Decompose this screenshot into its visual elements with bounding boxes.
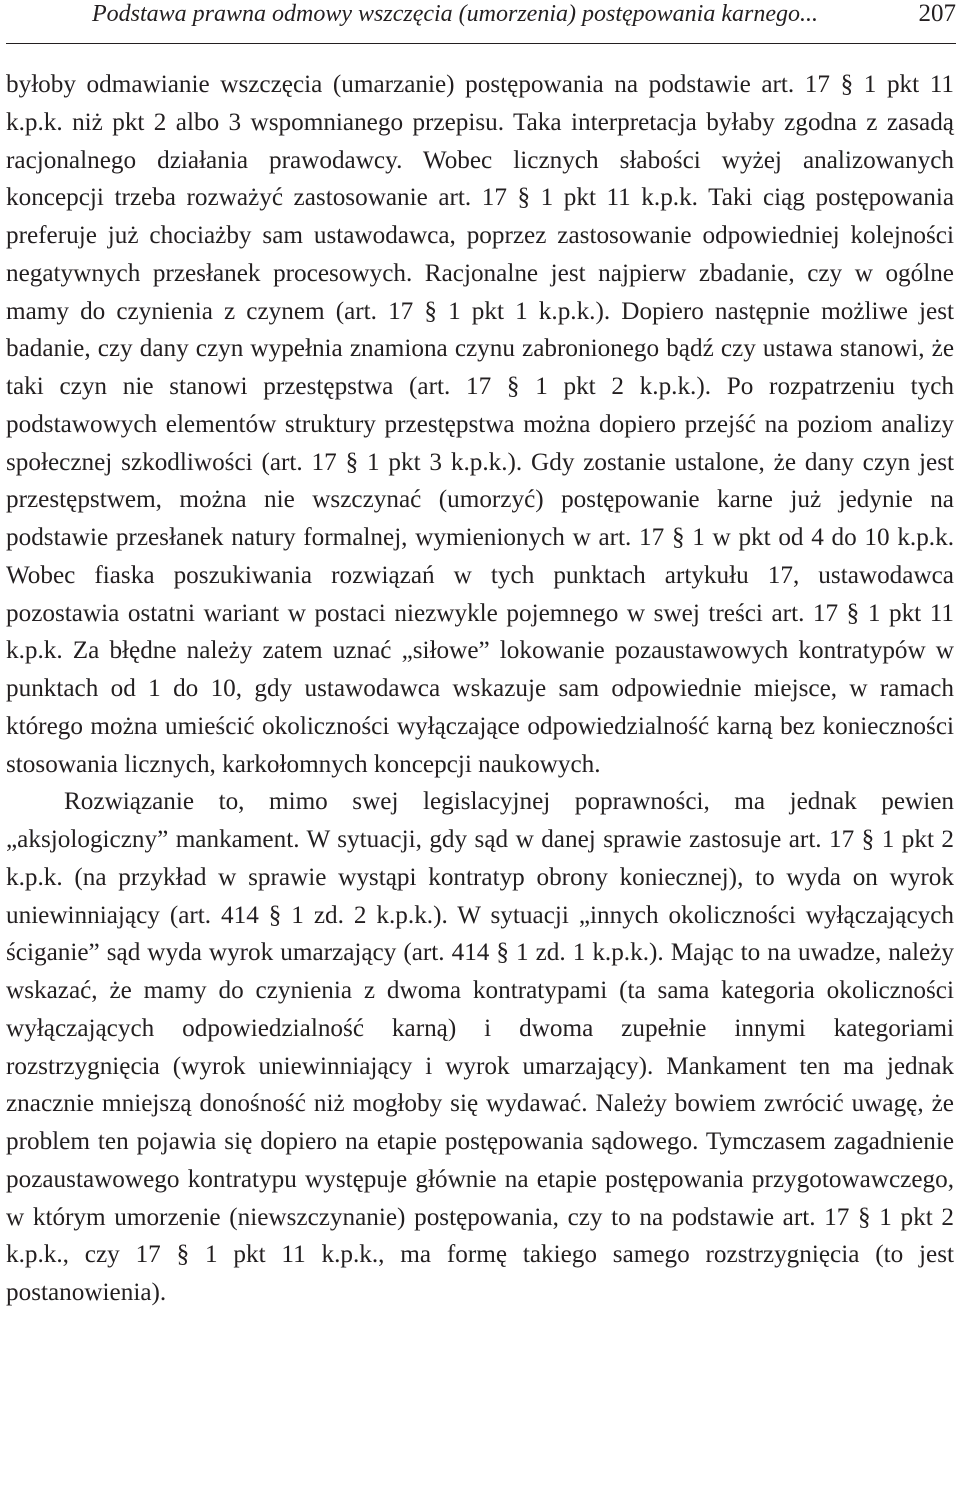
header-rule <box>6 43 956 44</box>
page-number: 207 <box>918 0 956 27</box>
running-header-title: Podstawa prawna odmowy wszczęcia (umorzenia) postępowania karnego... <box>92 1 818 27</box>
running-header <box>0 0 960 44</box>
paragraph-2: Rozwiązanie to, mimo swej legislacyjnej poprawności, ma jednak pewien „aksjologiczny” mankament. W sytuacji, gdy sąd w danej sprawie zastosuje art. 17 § 1 pkt 2 k.p.k. (na przykład w sprawie wystąpi kontratyp obrony koniecznej), to wyda on wyrok uniewinniający (art. 414 § 1 zd. 2 k.p.k.). W sytuacji „innych okoliczności wyłączających ściganie” sąd wyda wyrok umarzający (art. 414 § 1 zd. 1 k.p.k.). Mając to na uwadze, należy wskazać, że mamy do czynienia z dwoma kontratypami (ta sama kategoria okoliczności wyłączających odpowiedzialność karną) i dwoma zupełnie innymi kategoriami rozstrzygnięcia (wyrok uniewinniający i wyrok umarzający). Mankament ten ma jednak znacznie mniejszą donośność niż mogłoby się wydawać. Należy bowiem zwrócić uwagę, że problem ten pojawia się dopiero na etapie postępowania sądowego. Tymczasem zagadnienie pozaustawowego kontratypu występuje głównie na etapie postępowania przygotowawczego, w którym umorzenie (niewszczynanie) postępowania, czy to na podstawie art. 17 § 1 pkt 2 k.p.k., czy 17 § 1 pkt 11 k.p.k., ma formę takiego samego rozstrzygnięcia (to jest postanowienia). <box>6 788 954 1306</box>
body-text <box>6 66 954 1312</box>
paragraph-1: byłoby odmawianie wszczęcia (umarzanie) postępowania na podstawie art. 17 § 1 pkt 11 k.p.k. niż pkt 2 albo 3 wspomnianego przepisu. Taka interpretacja byłaby zgodna z zasadą racjonalnego działania prawodawcy. Wobec licznych słabości wyżej analizowanych koncepcji trzeba rozważyć zastosowanie art. 17 § 1 pkt 11 k.p.k. Taki ciąg postępowania preferuje już chociażby sam ustawodawca, poprzez zastosowanie odpowiedniej kolejności negatywnych przesłanek procesowych. Racjonalne jest najpierw zbadanie, czy w ogólne mamy do czynienia z czynem (art. 17 § 1 pkt 1 k.p.k.). Dopiero następnie możliwe jest badanie, czy dany czyn wypełnia znamiona czynu zabronionego bądź czy ustawa stanowi, że taki czyn nie stanowi przestępstwa (art. 17 § 1 pkt 2 k.p.k.). Po rozpatrzeniu tych podstawowych elementów struktury przestępstwa można dopiero przejść na poziom analizy społecznej szkodliwości (art. 17 § 1 pkt 3 k.p.k.). Gdy zostanie ustalone, że dany czyn jest przestępstwem, można nie wszczynać (umorzyć) postępowanie karne już jedynie na podstawie przesłanek natury formalnej, wymienionych w art. 17 § 1 w pkt od 4 do 10 k.p.k. Wobec fiaska poszukiwania rozwiązań w tych punktach artykułu 17, ustawodawca pozostawia ostatni wariant w postaci niezwykle pojemnego w swej treści art. 17 § 1 pkt 11 k.p.k. Za błędne należy zatem uznać „siłowe” lokowanie pozaustawowych kontratypów w punktach od 1 do 10, gdy ustawodawca wskazuje sam odpowiednie miejsce, w ramach którego można umieścić okoliczności wyłączające odpowiedzialność karną bez konieczności stosowania licznych, karkołomnych koncepcji naukowych. <box>6 71 954 778</box>
